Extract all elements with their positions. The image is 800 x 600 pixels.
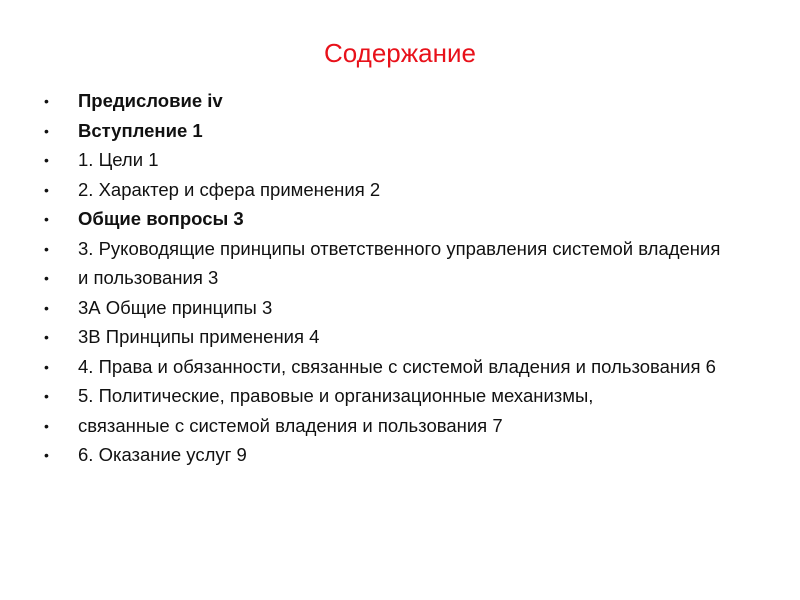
list-item-text: Вступление 1	[78, 119, 203, 141]
contents-list	[40, 90, 760, 474]
list-item	[40, 297, 760, 319]
list-item	[40, 90, 760, 112]
list-item-text: 3В Принципы применения 4	[78, 326, 320, 347]
list-item	[40, 444, 760, 466]
list-item-text: Предисловие iv	[78, 90, 223, 111]
list-item-text: 3А Общие принципы 3	[78, 296, 273, 318]
bullet-icon: •	[44, 211, 49, 227]
list-item	[40, 149, 760, 171]
list-item-text: 4. Права и обязанности, связанные с системой владения и пользования 6	[78, 355, 716, 377]
list-item-text: и пользования 3	[78, 267, 219, 288]
list-item-text: 5. Политические, правовые и организационные механизмы,	[78, 385, 594, 406]
bullet-icon: •	[44, 358, 49, 375]
bullet-icon: •	[44, 152, 49, 168]
bullet-icon: •	[44, 122, 49, 139]
list-item-text: 1. Цели 1	[78, 149, 159, 170]
list-item	[40, 267, 760, 289]
list-item	[40, 120, 760, 142]
list-item-text: Общие вопросы 3	[78, 208, 244, 229]
list-item	[40, 415, 760, 437]
list-item	[40, 326, 760, 348]
bullet-icon: •	[44, 270, 49, 286]
list-item	[40, 385, 760, 407]
bullet-icon: •	[44, 93, 49, 109]
slide-title: Содержание	[324, 38, 476, 68]
list-item-text: 2. Характер и сфера применения 2	[78, 178, 381, 200]
list-item	[40, 179, 760, 201]
list-item-text: 6. Оказание услуг 9	[78, 444, 247, 465]
list-item-text: 3. Руководящие принципы ответственного управления системой владения	[78, 237, 721, 259]
bullet-icon: •	[44, 299, 49, 316]
bullet-icon: •	[44, 329, 49, 345]
list-item	[40, 356, 760, 378]
bullet-icon: •	[44, 388, 49, 404]
list-item	[40, 238, 760, 260]
bullet-icon: •	[44, 240, 49, 257]
list-item-text: связанные с системой владения и пользования 7	[78, 414, 503, 436]
bullet-icon: •	[44, 181, 49, 198]
bullet-icon: •	[44, 447, 49, 463]
list-item	[40, 208, 760, 230]
bullet-icon: •	[44, 417, 49, 434]
